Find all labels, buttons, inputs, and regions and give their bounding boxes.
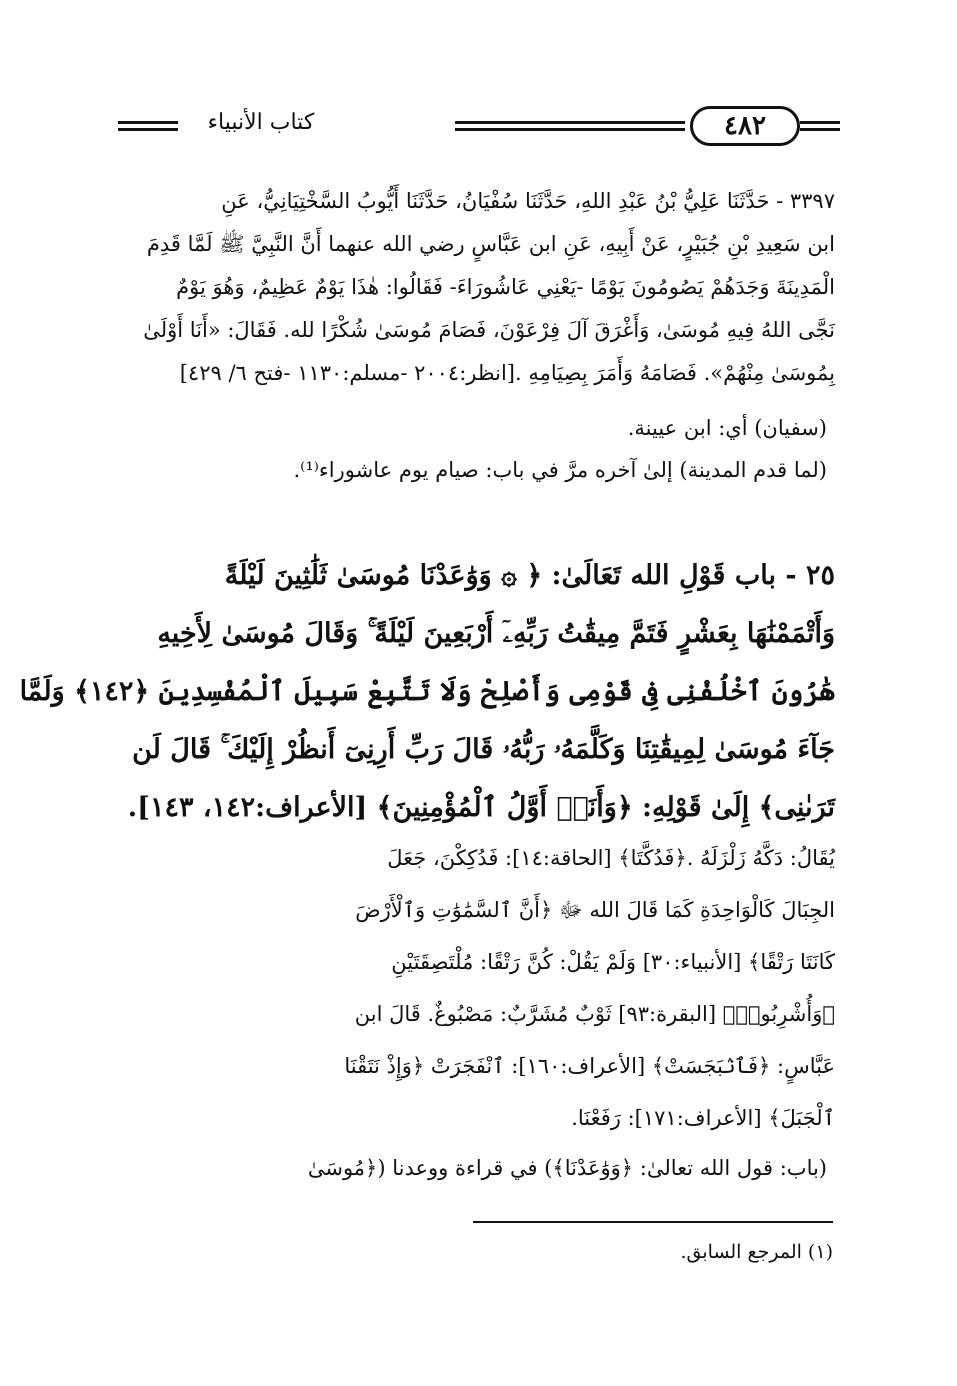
footnote: (١) المرجع السابق. [680, 1241, 833, 1263]
header-rule [800, 121, 840, 131]
chapter-line: ٢٥ - باب قَوْلِ الله تَعَالَىٰ: ﴿ ۞ وَوَٰعَدْنَا مُوسَىٰ ثَلَٰثِينَ لَيْلَةً [224, 560, 835, 591]
chapter-heading [19, 547, 835, 837]
closing-note [127, 1145, 827, 1191]
commentary-line: كَانَتَا رَتْقًا﴾ [الأنبياء:٣٠] وَلَمْ يَقُلْ: كُنَّ رَتْقًا: مُلْتَصِقَتَيْنِ [391, 950, 835, 974]
chapter-line: وَأَتْمَمْنَٰهَا بِعَشْرٍ فَتَمَّ مِيقَٰتُ رَبِّهِۦٓ أَرْبَعِينَ لَيْلَةً ۚ وَقَالَ مُوسَىٰ لِأَخِيهِ [157, 618, 835, 649]
footnote-separator [473, 1221, 833, 1223]
note-line: (سفيان) أي: ابن عيينة. [627, 416, 827, 440]
page-number: ٤٨٢ [690, 106, 800, 146]
commentary-line: يُقَالُ: دَكَّهُ زَلْزَلَهُ .﴿فَدُكَّتَا﴾ [الحاقة:١٤]: فَدُكِكْنَ، جَعَلَ [387, 846, 835, 870]
running-header [118, 100, 840, 156]
commentary-line: الجِبَالَ كَالْوَاحِدَةِ كَمَا قَالَ الله ﷻ ﴿أَنَّ ٱلسَّمَٰوَٰتِ وَٱلْأَرْضَ [355, 898, 835, 922]
hadith-line: بِمُوسَىٰ مِنْهُمْ». فَصَامَهُ وَأَمَرَ بِصِيَامِهِ .[انظر:٢٠٠٤ -مسلم:١١٣٠ -فتح ٦/ ٤٢٩] [179, 361, 835, 385]
chapter-line: جَآءَ مُوسَىٰ لِمِيقَٰتِنَا وَكَلَّمَهُۥ رَبُّهُۥ قَالَ رَبِّ أَرِنِىٓ أَنظُرْ إِلَيْكَ ۚ قَالَ لَن [132, 734, 835, 765]
commentary-line: عَبَّاسٍ: ﴿فَٱنۢبَجَسَتْ﴾ [الأعراف:١٦٠]: ٱنْفَجَرَتْ ﴿وَإِذْ نَتَقْنَا [344, 1054, 835, 1078]
header-rule [455, 121, 685, 131]
explanatory-notes [127, 407, 827, 491]
hadith-text [122, 180, 835, 395]
commentary-line: ٱلْجَبَلَ﴾ [الأعراف:١٧١]: رَفَعْنَا. [571, 1106, 835, 1130]
header-rule [118, 121, 178, 131]
chapter-commentary [165, 832, 835, 1144]
chapter-line: تَرَىٰنِى﴾ إِلَىٰ قَوْلِهِ: ﴿وَأَنَا۠ أَوَّلُ ٱلْمُؤْمِنِينَ﴾ [الأعراف:١٤٢، ١٤٣]. [127, 792, 835, 823]
commentary-line: ﴿وَأُشْرِبُوا۟﴾ [البقرة:٩٣] ثَوْبٌ مُشَرَّبٌ: مَصْبُوغٌ. قَالَ ابن [354, 1002, 835, 1026]
closing-line: (باب: قول الله تعالىٰ: ﴿وَوَٰعَدْنَا﴾) في قراءة ووعدنا (﴿مُوسَىٰ [307, 1156, 827, 1180]
hadith-line: الْمَدِينَةَ وَجَدَهُمْ يَصُومُونَ يَوْمًا -يَعْنِي عَاشُورَاءَ- فَقَالُوا: هٰذَا يَوْمٌ عَظِيمٌ، وَهُوَ يَوْمٌ [176, 275, 835, 299]
hadith-line: ابن سَعِيدِ بْنِ جُبَيْرٍ، عَنْ أَبِيهِ، عَنِ ابن عَبَّاسٍ رضي الله عنهما أَنَّ النَّبِيَّ ﷺ لَمَّا قَدِمَ [146, 232, 835, 256]
chapter-line: هَٰرُونَ ٱخْلُفْنِى فِى قَوْمِى وَأَصْلِحْ وَلَا تَتَّبِعْ سَبِيلَ ٱلْمُفْسِدِينَ ﴿١٤٢﴾ وَلَمَّا [19, 676, 835, 707]
hadith-line: نَجَّى اللهُ فِيهِ مُوسَىٰ، وَأَغْرَقَ آلَ فِرْعَوْنَ، فَصَامَ مُوسَىٰ شُكْرًا لله. فَقَالَ: «أَنَا أَوْلَىٰ [143, 318, 835, 342]
note-line: (لما قدم المدينة) إلىٰ آخره مرَّ في باب: صيام يوم عاشوراء⁽¹⁾. [293, 458, 827, 482]
hadith-line: ٣٣٩٧ - حَدَّثَنَا عَلِيُّ بْنُ عَبْدِ اللهِ، حَدَّثَنَا سُفْيَانُ، حَدَّثَنَا أَيُّوبُ السَّخْتِيَانِيُّ، عَنِ [221, 189, 835, 213]
book-title: كتاب الأنبياء [207, 110, 315, 135]
